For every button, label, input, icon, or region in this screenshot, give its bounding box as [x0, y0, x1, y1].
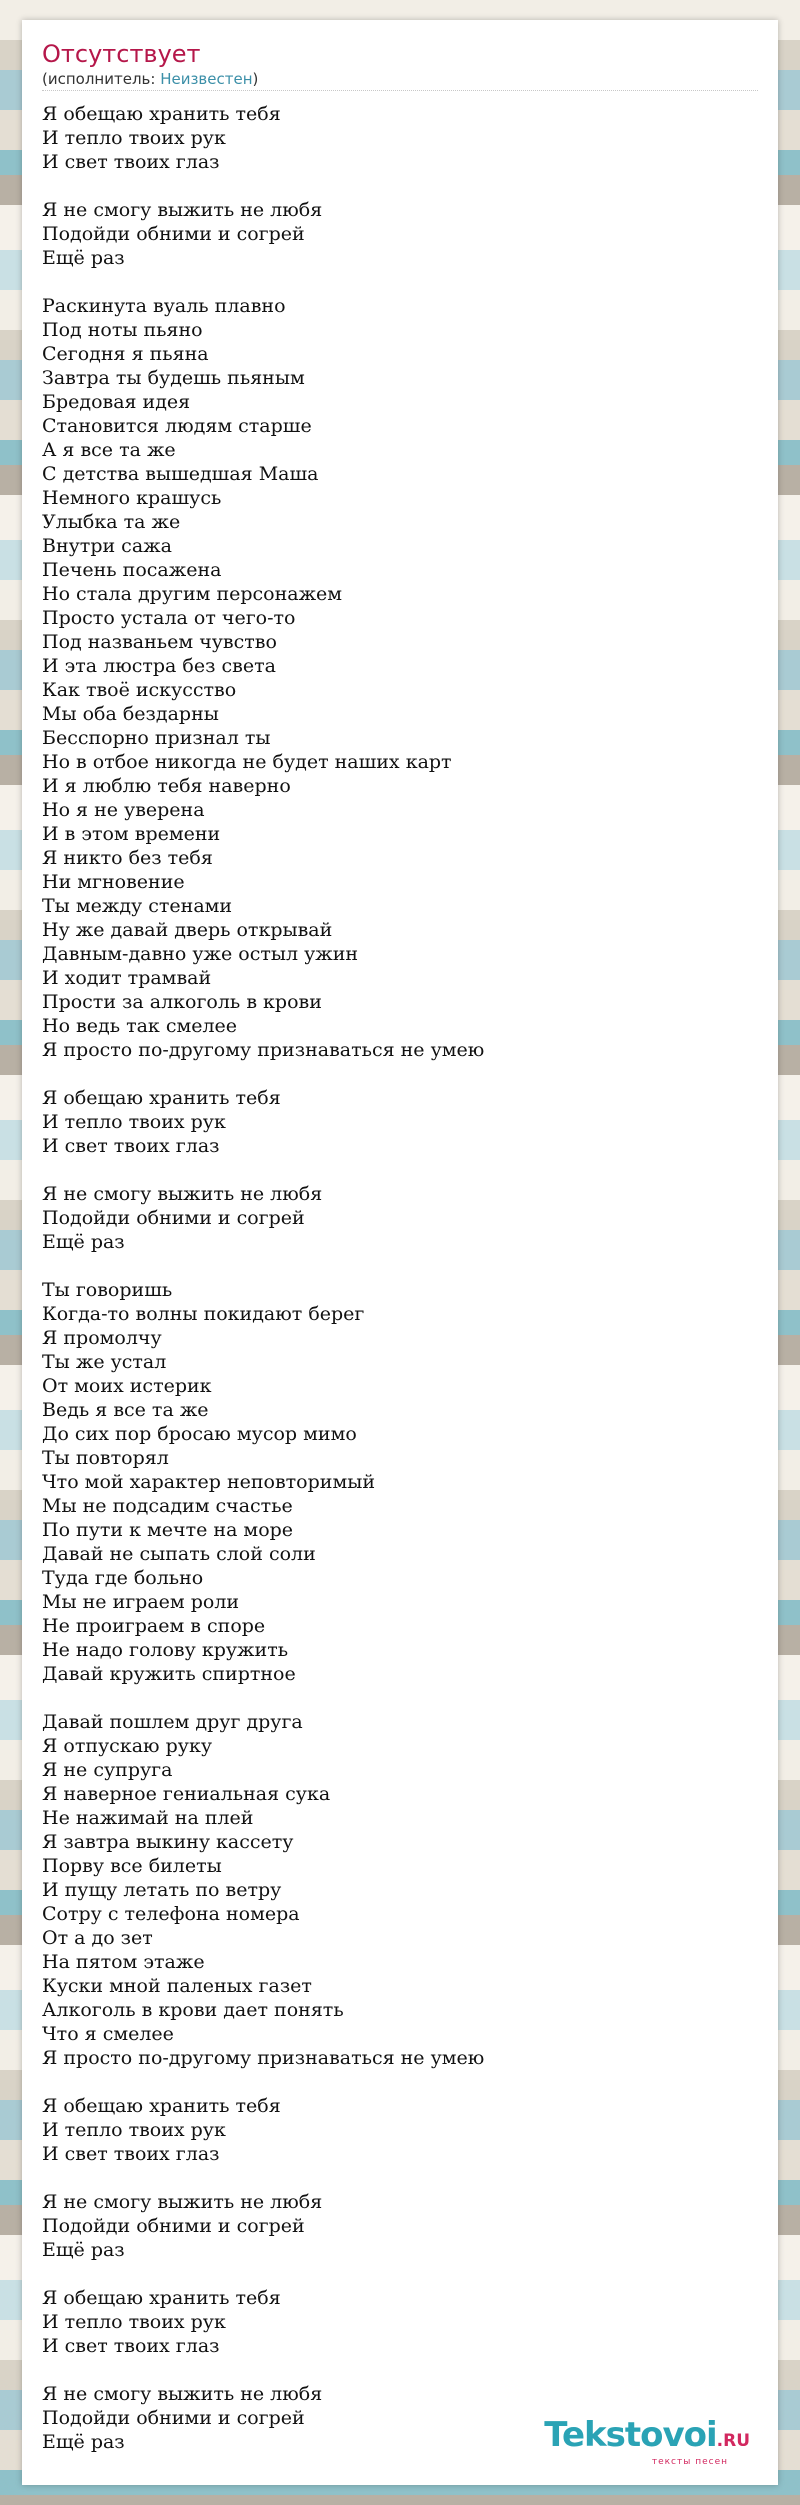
lyrics-line: Печень посажена	[42, 559, 222, 581]
lyrics-line: Мы не играем роли	[42, 1591, 240, 1613]
artist-line	[42, 70, 258, 88]
lyrics-line: Ты же устал	[42, 1351, 167, 1373]
lyrics-line: Ни мгновение	[42, 871, 185, 893]
lyrics-line: Подойди обними и согрей	[42, 223, 305, 245]
lyrics-line: Ещё раз	[42, 1231, 125, 1253]
lyrics-line: И тепло твоих рук	[42, 127, 226, 149]
lyrics-line: И свет твоих глаз	[42, 1135, 220, 1157]
lyrics-line: Мы не подсадим счастье	[42, 1495, 293, 1517]
lyrics-line: Я не смогу выжить не любя	[42, 199, 323, 221]
lyrics-line: Алкоголь в крови дает понять	[42, 1999, 344, 2021]
lyrics-line: Но стала другим персонажем	[42, 583, 343, 605]
lyrics-line: Раскинута вуаль плавно	[42, 295, 286, 317]
lyrics-blank-line	[42, 2070, 758, 2094]
lyrics-line: До сих пор бросаю мусор мимо	[42, 1423, 357, 1445]
lyrics-line: Ты говоришь	[42, 1279, 173, 1301]
lyrics-blank-line	[42, 270, 758, 294]
lyrics-line: Я не супруга	[42, 1759, 173, 1781]
lyrics-blank-line	[42, 1158, 758, 1182]
lyrics-text	[42, 102, 758, 2454]
lyrics-line: Завтра ты будешь пьяным	[42, 367, 305, 389]
song-title: Отсутствует	[42, 40, 201, 68]
lyrics-line: Ты повторял	[42, 1447, 169, 1469]
lyrics-blank-line	[42, 2358, 758, 2382]
lyrics-line: Давай кружить спиртное	[42, 1663, 296, 1685]
lyrics-line: Мы оба бездарны	[42, 703, 219, 725]
lyrics-line: Ведь я все та же	[42, 1399, 209, 1421]
lyrics-line: По пути к мечте на море	[42, 1519, 294, 1541]
lyrics-line: Давай не сыпать слой соли	[42, 1543, 316, 1565]
lyrics-line: И свет твоих глаз	[42, 2143, 220, 2165]
lyrics-line: Подойди обними и согрей	[42, 1207, 305, 1229]
lyrics-line: Я не смогу выжить не любя	[42, 2383, 323, 2405]
lyrics-blank-line	[42, 1062, 758, 1086]
lyrics-line: Я не смогу выжить не любя	[42, 1183, 323, 1205]
lyrics-line: Порву все билеты	[42, 1855, 222, 1877]
lyrics-line: Подойди обними и согрей	[42, 2407, 305, 2429]
lyrics-blank-line	[42, 2262, 758, 2286]
lyrics-line: Я не смогу выжить не любя	[42, 2191, 323, 2213]
lyrics-line: Куски мной паленых газет	[42, 1975, 312, 1997]
artist-link[interactable]: Неизвестен	[160, 70, 253, 88]
lyrics-line: Не проиграем в споре	[42, 1615, 266, 1637]
lyrics-line: Ты между стенами	[42, 895, 233, 917]
lyrics-line: На пятом этаже	[42, 1951, 205, 1973]
lyrics-line: С детства вышедшая Маша	[42, 463, 319, 485]
lyrics-line: Я обещаю хранить тебя	[42, 1087, 281, 1109]
lyrics-line: Что мой характер неповторимый	[42, 1471, 376, 1493]
lyrics-line: Туда где больно	[42, 1567, 204, 1589]
lyrics-line: Ещё раз	[42, 2239, 125, 2261]
logo-tld: .RU	[716, 2431, 750, 2451]
lyrics-line: Я просто по-другому признаваться не умею	[42, 2047, 485, 2069]
lyrics-line: Я промолчу	[42, 1327, 162, 1349]
lyrics-blank-line	[42, 174, 758, 198]
lyrics-line: Но я не уверена	[42, 799, 205, 821]
lyrics-line: Я обещаю хранить тебя	[42, 103, 281, 125]
logo-wordmark	[544, 2417, 750, 2459]
lyrics-line: Я обещаю хранить тебя	[42, 2287, 281, 2309]
lyrics-line: Как твоё искусство	[42, 679, 237, 701]
lyrics-line: Я обещаю хранить тебя	[42, 2095, 281, 2117]
lyrics-line: Просто устала от чего-то	[42, 607, 296, 629]
lyrics-line: Становится людям старше	[42, 415, 312, 437]
lyrics-line: И свет твоих глаз	[42, 2335, 220, 2357]
lyrics-line: Что я смелее	[42, 2023, 174, 2045]
lyrics-line: И эта люстра без света	[42, 655, 276, 677]
lyrics-line: Не нажимай на плей	[42, 1807, 254, 1829]
lyrics-line: Бесспорно признал ты	[42, 727, 271, 749]
lyrics-line: Давным-давно уже остыл ужин	[42, 943, 359, 965]
lyrics-line: Под ноты пьяно	[42, 319, 203, 341]
lyrics-blank-line	[42, 2166, 758, 2190]
lyrics-line: Бредовая идея	[42, 391, 191, 413]
lyrics-line: Я отпускаю руку	[42, 1735, 212, 1757]
lyrics-card	[22, 20, 778, 2485]
site-logo[interactable]	[544, 2417, 750, 2467]
lyrics-line: Внутри сажа	[42, 535, 172, 557]
artist-suffix: )	[252, 70, 259, 88]
lyrics-line: Немного крашусь	[42, 487, 222, 509]
lyrics-line: Под названьем чувство	[42, 631, 277, 653]
lyrics-line: И свет твоих глаз	[42, 151, 220, 173]
lyrics-line: И я люблю тебя наверно	[42, 775, 291, 797]
lyrics-line: От а до зет	[42, 1927, 153, 1949]
lyrics-line: Ещё раз	[42, 2431, 125, 2453]
lyrics-line: Ещё раз	[42, 247, 125, 269]
lyrics-line: Подойди обними и согрей	[42, 2215, 305, 2237]
lyrics-line: Сотру с телефона номера	[42, 1903, 300, 1925]
lyrics-line: Не надо голову кружить	[42, 1639, 289, 1661]
lyrics-line: Ну же давай дверь открывай	[42, 919, 333, 941]
lyrics-line: Я наверное гениальная сука	[42, 1783, 331, 1805]
logo-tagline: тексты песен	[651, 2457, 728, 2467]
lyrics-line: Улыбка та же	[42, 511, 181, 533]
lyrics-line: И тепло твоих рук	[42, 2119, 226, 2141]
lyrics-blank-line	[42, 1686, 758, 1710]
lyrics-line: И в этом времени	[42, 823, 221, 845]
lyrics-line: И тепло твоих рук	[42, 2311, 226, 2333]
artist-prefix: (исполнитель:	[42, 70, 161, 88]
lyrics-line: А я все та же	[42, 439, 176, 461]
lyrics-line: Я просто по-другому признаваться не умею	[42, 1039, 485, 1061]
lyrics-line: Я никто без тебя	[42, 847, 213, 869]
lyrics-line: От моих истерик	[42, 1375, 212, 1397]
lyrics-line: Давай пошлем друг друга	[42, 1711, 303, 1733]
lyrics-line: Но в отбое никогда не будет наших карт	[42, 751, 452, 773]
lyrics-line: И тепло твоих рук	[42, 1111, 226, 1133]
lyrics-line: И пущу летать по ветру	[42, 1879, 282, 1901]
title-divider	[42, 90, 758, 91]
lyrics-line: И ходит трамвай	[42, 967, 212, 989]
lyrics-line: Когда-то волны покидают берег	[42, 1303, 365, 1325]
lyrics-line: Прости за алкоголь в крови	[42, 991, 322, 1013]
lyrics-line: Но ведь так смелее	[42, 1015, 238, 1037]
lyrics-line: Я завтра выкину кассету	[42, 1831, 294, 1853]
lyrics-line: Сегодня я пьяна	[42, 343, 209, 365]
logo-name: Tekstovoi	[544, 2415, 717, 2455]
lyrics-blank-line	[42, 1254, 758, 1278]
